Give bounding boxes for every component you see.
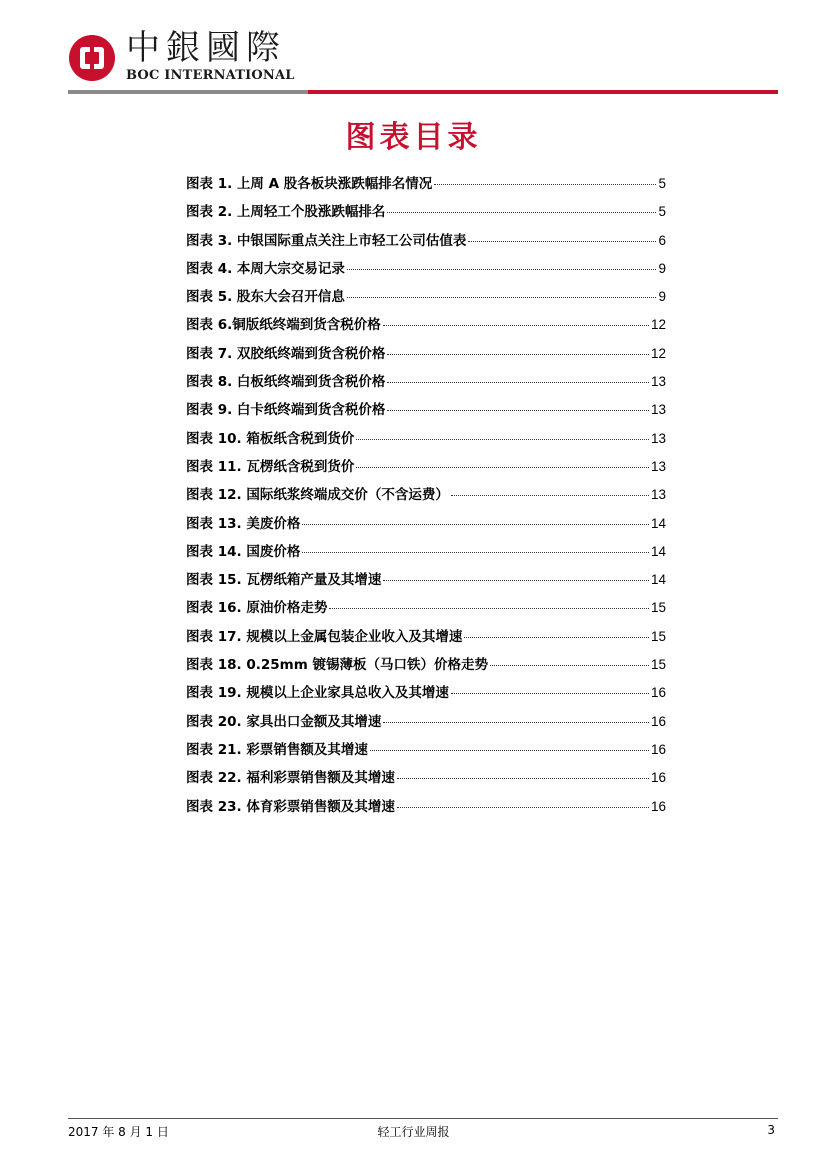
toc-entry-label: 图表 5. 股东大会召开信息 (186, 289, 345, 306)
toc-entry-page: 12 (650, 345, 666, 361)
page-number: 3 (767, 1123, 775, 1137)
toc-entry-label: 图表 7. 双胶纸终端到货含税价格 (186, 345, 386, 362)
toc-leader-dots (383, 325, 649, 326)
toc-leader-dots (468, 241, 656, 242)
toc-entry[interactable] (186, 738, 666, 766)
toc-leader-dots (347, 269, 657, 270)
toc-leader-dots (397, 778, 649, 779)
toc-entry[interactable] (186, 427, 666, 455)
toc-entry-label: 图表 19. 规模以上企业家具总收入及其增速 (186, 685, 449, 702)
toc-entry-page: 6 (658, 232, 666, 248)
toc-leader-dots (387, 212, 656, 213)
toc-entry[interactable] (186, 653, 666, 681)
toc-leader-dots (387, 410, 649, 411)
toc-entry-page: 13 (650, 402, 666, 418)
toc-entry-page: 13 (650, 374, 666, 390)
header-rule-red (308, 90, 778, 94)
toc-entry[interactable] (186, 766, 666, 794)
toc-list (186, 172, 666, 823)
toc-entry-label: 图表 16. 原油价格走势 (186, 600, 328, 617)
toc-entry-label: 图表 3. 中银国际重点关注上市轻工公司估值表 (186, 232, 467, 249)
toc-entry[interactable] (186, 483, 666, 511)
toc-entry-page: 13 (650, 430, 666, 446)
header-rule-gray (68, 90, 308, 94)
toc-entry-page: 14 (650, 572, 666, 588)
toc-entry[interactable] (186, 313, 666, 341)
toc-entry-label: 图表 13. 美废价格 (186, 515, 301, 532)
footer-report-title: 轻工行业周报 (377, 1125, 450, 1139)
toc-entry-page: 15 (650, 657, 666, 673)
toc-entry-label: 图表 6.铜版纸终端到货含税价格 (186, 317, 381, 334)
toc-entry[interactable] (186, 540, 666, 568)
toc-leader-dots (451, 693, 649, 694)
toc-entry-page: 16 (650, 741, 666, 757)
boc-logo-icon (67, 33, 117, 83)
toc-entry[interactable] (186, 229, 666, 257)
toc-entry[interactable] (186, 285, 666, 313)
toc-entry-page: 14 (650, 515, 666, 531)
toc-entry-label: 图表 2. 上周轻工个股涨跌幅排名 (186, 204, 386, 221)
toc-entry[interactable] (186, 200, 666, 228)
toc-leader-dots (434, 184, 656, 185)
toc-entry-page: 15 (650, 600, 666, 616)
toc-leader-dots (490, 665, 649, 666)
toc-entry-page: 9 (658, 260, 666, 276)
toc-entry-label: 图表 20. 家具出口金额及其增速 (186, 713, 382, 730)
toc-entry-page: 5 (658, 176, 666, 191)
toc-leader-dots (302, 524, 649, 525)
toc-entry-page: 16 (650, 798, 666, 814)
toc-entry-label: 图表 21. 彩票销售额及其增速 (186, 741, 368, 758)
toc-entry-label: 图表 9. 白卡纸终端到货含税价格 (186, 402, 386, 419)
toc-leader-dots (383, 580, 649, 581)
toc-entry[interactable] (186, 596, 666, 624)
toc-entry-page: 13 (650, 458, 666, 474)
toc-entry-page: 9 (658, 289, 666, 305)
toc-entry-label: 图表 11. 瓦楞纸含税到货价 (186, 458, 355, 475)
toc-entry-label: 图表 12. 国际纸浆终端成交价（不含运费） (186, 487, 449, 504)
toc-entry-page: 13 (650, 487, 666, 503)
toc-entry-label: 图表 10. 箱板纸含税到货价 (186, 430, 355, 447)
toc-entry[interactable] (186, 342, 666, 370)
toc-entry-page: 16 (650, 770, 666, 786)
footer-date: 2017 年 8 月 1 日 (68, 1125, 169, 1139)
toc-entry-page: 16 (650, 713, 666, 729)
toc-leader-dots (387, 354, 649, 355)
footer-rule (68, 1118, 778, 1119)
toc-leader-dots (302, 552, 649, 553)
toc-entry[interactable] (186, 398, 666, 426)
toc-leader-dots (387, 382, 649, 383)
toc-entry[interactable] (186, 710, 666, 738)
logo-chinese-name: 中銀國際 (126, 28, 286, 68)
toc-entry[interactable] (186, 370, 666, 398)
toc-leader-dots (356, 467, 649, 468)
toc-entry-page: 15 (650, 628, 666, 644)
toc-leader-dots (397, 807, 649, 808)
toc-leader-dots (370, 750, 649, 751)
toc-entry[interactable] (186, 172, 666, 200)
page-title: 图表目录 (345, 120, 482, 155)
toc-entry-label: 图表 22. 福利彩票销售额及其增速 (186, 770, 395, 787)
toc-entry-page: 5 (658, 204, 666, 220)
toc-entry-page: 12 (650, 317, 666, 333)
toc-entry-label: 图表 17. 规模以上金属包装企业收入及其增速 (186, 628, 463, 645)
toc-entry-page: 14 (650, 543, 666, 559)
toc-entry-label: 图表 18. 0.25mm 镀锡薄板（马口铁）价格走势 (186, 657, 488, 674)
toc-leader-dots (329, 608, 649, 609)
toc-leader-dots (347, 297, 657, 298)
toc-entry[interactable] (186, 681, 666, 709)
toc-leader-dots (464, 637, 649, 638)
toc-entry[interactable] (186, 795, 666, 823)
toc-entry[interactable] (186, 455, 666, 483)
toc-leader-dots (383, 722, 649, 723)
toc-entry[interactable] (186, 568, 666, 596)
toc-entry-label: 图表 1. 上周 A 股各板块涨跌幅排名情况 (186, 176, 433, 192)
toc-entry-page: 16 (650, 685, 666, 701)
toc-entry-label: 图表 14. 国废价格 (186, 543, 301, 560)
toc-entry-label: 图表 8. 白板纸终端到货含税价格 (186, 374, 386, 391)
logo-english-name: BOC INTERNATIONAL (126, 68, 295, 83)
toc-entry[interactable] (186, 512, 666, 540)
toc-entry[interactable] (186, 257, 666, 285)
toc-leader-dots (356, 439, 649, 440)
toc-entry-label: 图表 15. 瓦楞纸箱产量及其增速 (186, 572, 382, 589)
toc-entry-label: 图表 4. 本周大宗交易记录 (186, 260, 345, 277)
toc-entry-label: 图表 23. 体育彩票销售额及其增速 (186, 798, 395, 815)
toc-entry[interactable] (186, 625, 666, 653)
toc-leader-dots (451, 495, 649, 496)
